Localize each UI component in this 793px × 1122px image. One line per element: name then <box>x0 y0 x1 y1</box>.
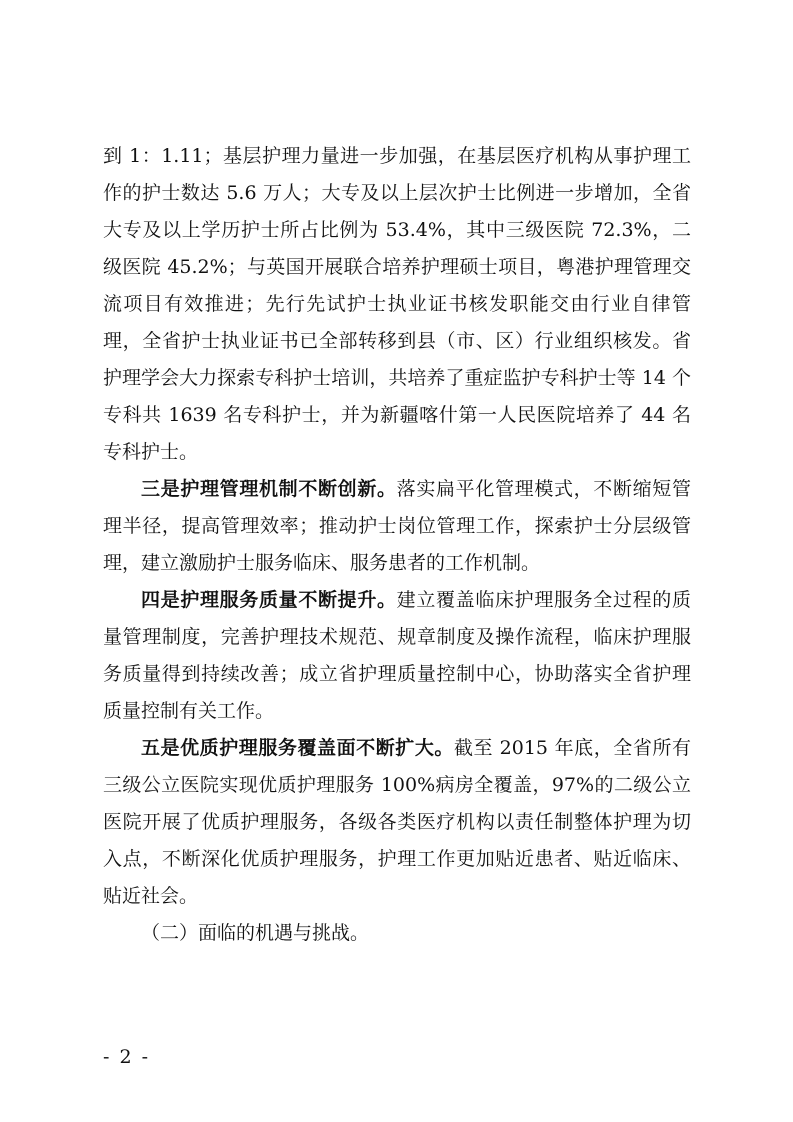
paragraph-service-quality <box>103 582 691 730</box>
paragraph-lead: 四是护理服务质量不断提升。 <box>141 589 397 611</box>
paragraph-management-mechanism <box>103 471 691 582</box>
paragraph-text: 建立覆盖临床护理服务全过程的质量管理制度，完善护理技术规范、规章制度及操作流程，临床护理服务质量得到持续改善；成立省护理质量控制中心，协助落实全省护理质量控制有关工作。 <box>103 589 691 722</box>
paragraph-text: 落实扁平化管理模式，不断缩短管理半径，提高管理效率；推动护士岗位管理工作，探索护士分层级管理，建立激励护士服务临床、服务患者的工作机制。 <box>103 478 691 574</box>
paragraph-text: 截至 2015 年底，全省所有三级公立医院实现优质护理服务 100%病房全覆盖，97%的二级公立医院开展了优质护理服务，各级各类医疗机构以责任制整体护理为切入点，不断深化优质护理服务，护理工作更加贴近患者、贴近临床、贴近社会。 <box>103 737 691 907</box>
page-number: - 2 - <box>103 1046 151 1068</box>
paragraph-continuation <box>103 138 691 471</box>
paragraph-lead: 三是护理管理机制不断创新。 <box>141 478 397 500</box>
paragraph-text: 到 1：1.11；基层护理力量进一步加强，在基层医疗机构从事护理工作的护士数达 5.6 万人；大专及以上层次护士比例进一步增加，全省大专及以上学历护士所占比例为 53.4%，其中三级医院 72.3%，二级医院 45.2%；与英国开展联合培养护理硕士项目，粤港护理管理交流项目有效推进；先行先试护士执业证书核发职能交由行业自律管理，全省护士执业证书已全部转移到县（市、区）行业组织核发。省护理学会大力探索专科护士培训，共培养了重症监护专科护士等 14 个专科共 1639 名专科护士，并为新疆喀什第一人民医院培养了 44 名专科护士。 <box>103 145 691 463</box>
paragraph-lead: 五是优质护理服务覆盖面不断扩大。 <box>141 737 454 759</box>
paragraph-quality-coverage <box>103 730 691 915</box>
section-heading: （二）面临的机遇与挑战。 <box>141 922 370 944</box>
body-text <box>103 138 691 952</box>
